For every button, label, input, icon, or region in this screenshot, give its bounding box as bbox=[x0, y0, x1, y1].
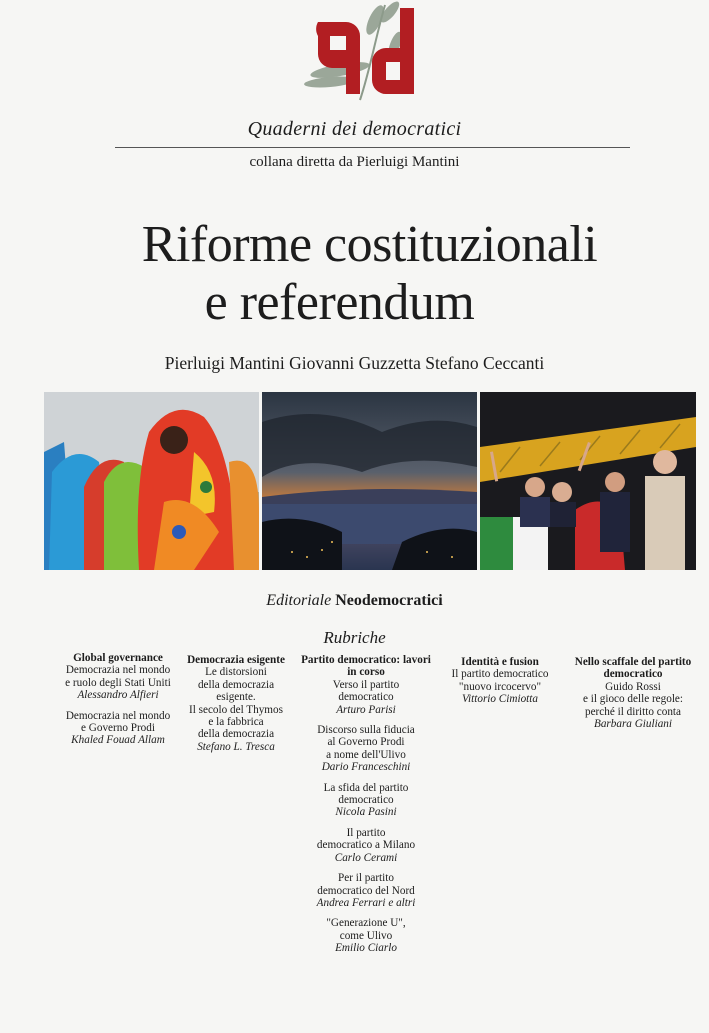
entry-author: Vittorio Cimiotta bbox=[462, 693, 538, 706]
entry-line: democratico bbox=[338, 794, 394, 807]
column-head: Global governance bbox=[73, 652, 163, 664]
list-item bbox=[432, 668, 568, 705]
series-subtitle: collana diretta da Pierluigi Mantini bbox=[249, 154, 460, 170]
column-democrazia-esigente bbox=[172, 654, 300, 761]
entry-line: della democrazia bbox=[197, 678, 275, 691]
editorial-label: Editoriale bbox=[266, 592, 332, 609]
photo-strait-at-dusk bbox=[262, 392, 477, 570]
entry-line: perché il diritto conta bbox=[585, 705, 681, 718]
list-item bbox=[300, 724, 432, 774]
entry-line: Il partito bbox=[346, 826, 386, 839]
entry-line: La sfida del partito bbox=[323, 781, 409, 794]
column-identita-e-fusion bbox=[432, 656, 568, 714]
photo-rally-italian-flag bbox=[480, 392, 696, 570]
entry-line: al Governo Prodi bbox=[327, 736, 405, 749]
entry-author: Barbara Giuliani bbox=[593, 718, 672, 731]
entry-line: e il gioco delle regole: bbox=[582, 693, 684, 706]
column-partito-democratico bbox=[300, 654, 432, 963]
entry-line: "Generazione U", bbox=[326, 917, 406, 930]
photo-women-colorful-dress bbox=[44, 392, 259, 570]
title-line-2: e referendum bbox=[204, 274, 475, 331]
entry-line: democratico bbox=[338, 691, 394, 704]
rubriche-heading: Rubriche bbox=[323, 628, 386, 647]
entry-line: "nuovo ircocervo" bbox=[458, 680, 542, 693]
entry-line: della democrazia bbox=[197, 728, 275, 741]
divider bbox=[115, 147, 630, 148]
entry-author: Dario Franceschini bbox=[321, 761, 411, 774]
list-item bbox=[300, 827, 432, 864]
entry-line: democratico a Milano bbox=[316, 839, 416, 852]
entry-line: e la fabbrica bbox=[208, 716, 264, 729]
column-head: Democrazia esigente bbox=[187, 654, 285, 666]
entry-line: Discorso sulla fiducia bbox=[317, 724, 415, 737]
entry-line: Verso il partito bbox=[332, 678, 400, 691]
column-head: Nello scaffale del partito democratico bbox=[574, 656, 692, 681]
entry-author: Alessandro Alfieri bbox=[77, 689, 159, 702]
entry-line: come Ulivo bbox=[339, 929, 393, 942]
entry-line: Democrazia nel mondo bbox=[65, 664, 171, 677]
entry-line: Il secolo del Thymos bbox=[189, 703, 283, 716]
entry-author: Carlo Cerami bbox=[334, 851, 398, 864]
entry-line: Per il partito bbox=[338, 872, 394, 885]
authors: Pierluigi Mantini Giovanni Guzzetta Stefano Ceccanti bbox=[164, 353, 545, 373]
column-head: Partito democratico: lavori in corso bbox=[301, 654, 431, 679]
entry-line: e ruolo degli Stati Uniti bbox=[65, 676, 171, 689]
list-item bbox=[570, 681, 696, 731]
entry-line: democratico del Nord bbox=[317, 884, 415, 897]
entry-author: Emilio Ciarlo bbox=[335, 942, 397, 955]
entry-author: Andrea Ferrari e altri bbox=[316, 896, 416, 909]
book-title bbox=[0, 216, 709, 332]
list-item bbox=[300, 872, 432, 909]
list-item bbox=[300, 679, 432, 716]
entry-line: Le distorsioni bbox=[205, 666, 267, 679]
entry-author: Stefano L. Tresca bbox=[197, 740, 275, 753]
entry-line: esigente. bbox=[216, 691, 256, 704]
editorial bbox=[0, 592, 709, 610]
entry-line: a nome dell'Ulivo bbox=[326, 748, 406, 761]
pd-logo bbox=[300, 0, 430, 110]
entry-author: Khaled Fouad Allam bbox=[71, 734, 165, 747]
entry-line: Democrazia nel mondo bbox=[65, 709, 171, 722]
series-title: Quaderni dei democratici bbox=[247, 118, 462, 140]
entry-author: Arturo Parisi bbox=[336, 703, 396, 716]
olive-branch-icon bbox=[300, 0, 430, 110]
editorial-title: Neodemocratici bbox=[335, 592, 443, 609]
list-item bbox=[300, 917, 432, 954]
entry-author: Nicola Pasini bbox=[335, 806, 397, 819]
list-item bbox=[172, 666, 300, 753]
title-line-1: Riforme costituzionali bbox=[141, 216, 598, 273]
entry-line: Il partito democratico bbox=[451, 668, 549, 681]
list-item bbox=[300, 782, 432, 819]
entry-line: e Governo Prodi bbox=[81, 722, 155, 735]
entry-line: Guido Rossi bbox=[605, 680, 661, 693]
column-nello-scaffale bbox=[570, 656, 696, 738]
column-head: Identità e fusion bbox=[461, 656, 539, 668]
